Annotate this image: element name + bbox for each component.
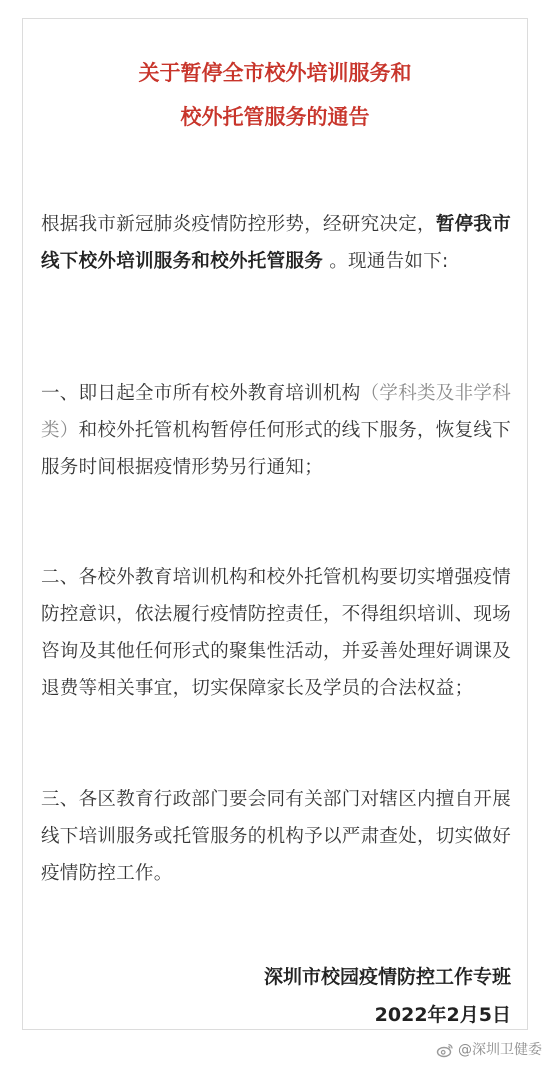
item1-text: 一、即日起全市所有校外教育培训机构 xyxy=(41,383,361,404)
notice-title-line2: 校外托管服务的通告 xyxy=(180,105,370,129)
notice-item-1 xyxy=(41,375,513,486)
notice-title-line1: 关于暂停全市校外培训服务和 xyxy=(138,61,412,85)
notice-item-3: 三、各区教育行政部门要会同有关部门对辖区内擅自开展线下培训服务或托管服务的机构予以严肃查处，切实做好疫情防控工作。 xyxy=(41,789,512,884)
notice-frame xyxy=(22,18,528,1030)
intro-text: 根据我市新冠肺炎疫情防控形势，经研究决定， xyxy=(41,214,436,235)
intro-bold-text: 暂停我市线下校外培训服务和校外托管服务 xyxy=(41,214,512,272)
intro-text-end: 。现通告如下: xyxy=(323,251,449,272)
notice-intro-paragraph xyxy=(41,206,513,280)
signature-date: 2022年2月5日 xyxy=(374,1004,511,1026)
weibo-icon xyxy=(436,1041,454,1059)
item1-grey-text: （学科类及非学科类） xyxy=(41,383,512,441)
item1-text-end: 和校外托管机构暂停任何形式的线下服务，恢复线下服务时间根据疫情形势另行通知； xyxy=(41,420,512,478)
weibo-watermark xyxy=(436,1040,542,1060)
watermark-text: @深圳卫健委 xyxy=(458,1042,542,1058)
signature-organization: 深圳市校园疫情防控工作专班 xyxy=(263,966,511,988)
notice-item-2: 二、各校外教育培训机构和校外托管机构要切实增强疫情防控意识，依法履行疫情防控责任，不得组织培训、现场咨询及其他任何形式的聚集性活动，并妥善处理好调课及退费等相关事宜，切实保障家长及学员的合法权益； xyxy=(41,567,512,699)
